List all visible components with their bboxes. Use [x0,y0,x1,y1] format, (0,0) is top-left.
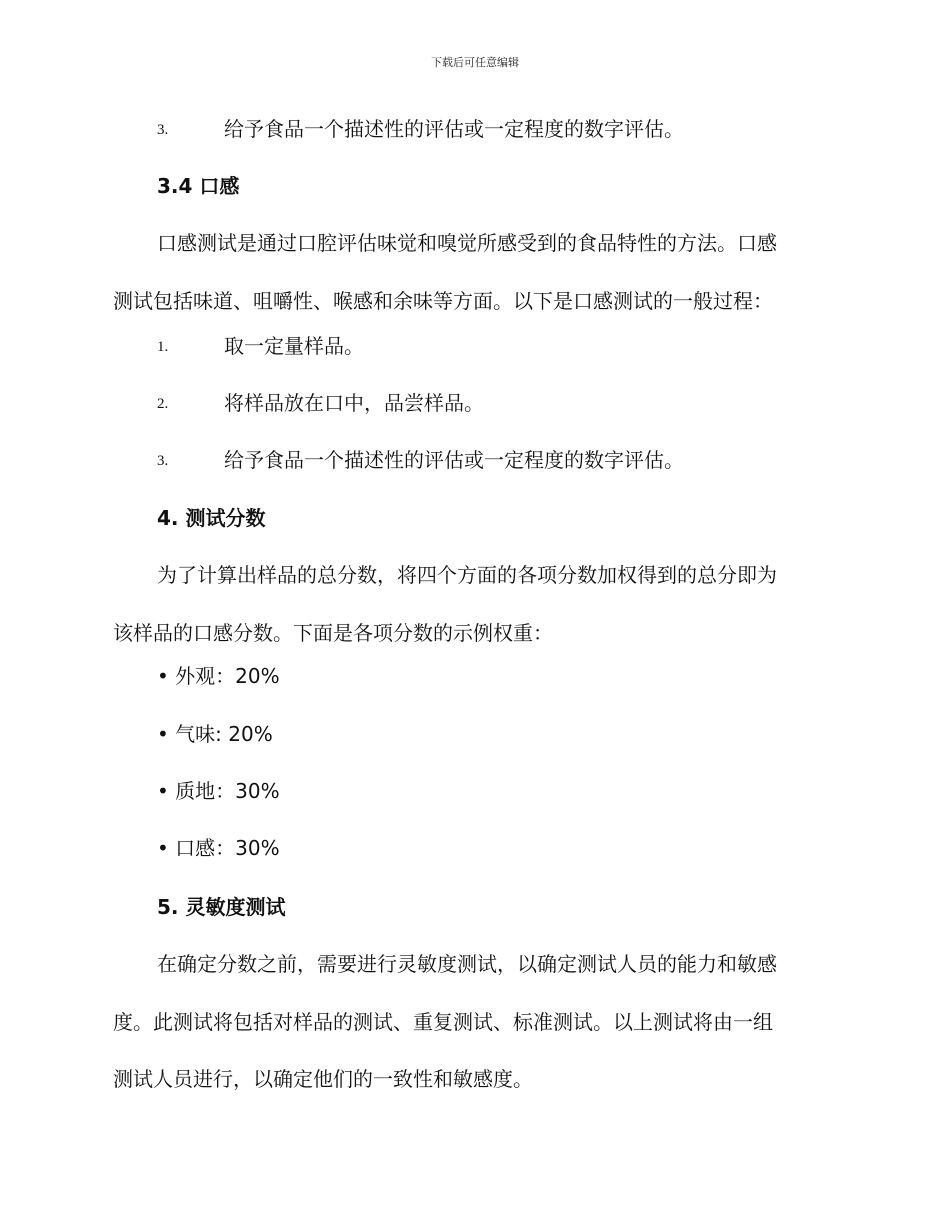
weight-item-smell: • 气味: 20% [157,722,273,746]
step-text: 取一定量样品。 [224,334,364,358]
section-heading-3-4: 3.4 口感 [157,174,240,198]
list-number: 3. [157,122,169,138]
paragraph-line: 在确定分数之前，需要进行灵敏度测试，以确定测试人员的能力和敏感 [157,952,777,976]
weight-item-texture: • 质地：30% [157,779,280,803]
step-number: 3. [157,453,169,469]
weight-item-mouthfeel: • 口感：30% [157,836,280,860]
paragraph-line: 为了计算出样品的总分数，将四个方面的各项分数加权得到的总分即为 [157,563,777,587]
step-number: 1. [157,339,169,355]
section-5-paragraph [113,936,833,1109]
step-text: 将样品放在口中，品尝样品。 [224,391,484,415]
step-number: 2. [157,396,169,412]
weight-item-appearance: • 外观：20% [157,664,280,688]
page-header: 下载后可任意编辑 [431,56,519,69]
section-4-paragraph [113,547,833,662]
section-heading-5: 5. 灵敏度测试 [157,895,286,919]
paragraph-line: 口感测试是通过口腔评估味觉和嗅觉所感受到的食品特性的方法。口感 [157,231,777,255]
paragraph-line: 度。此测试将包括对样品的测试、重复测试、标准测试。以上测试将由一组 [113,1009,773,1034]
paragraph-line: 测试包括味道、咀嚼性、喉感和余味等方面。以下是口感测试的一般过程： [113,288,773,313]
section-heading-4: 4. 测试分数 [157,506,266,530]
paragraph-line: 测试人员进行，以确定他们的一致性和敏感度。 [113,1067,533,1091]
section-3-4-paragraph [113,215,833,330]
step-text: 给予食品一个描述性的评估或一定程度的数字评估。 [224,448,684,472]
list-item-text: 给予食品一个描述性的评估或一定程度的数字评估。 [224,117,684,141]
paragraph-line: 该样品的口感分数。下面是各项分数的示例权重： [113,620,553,645]
